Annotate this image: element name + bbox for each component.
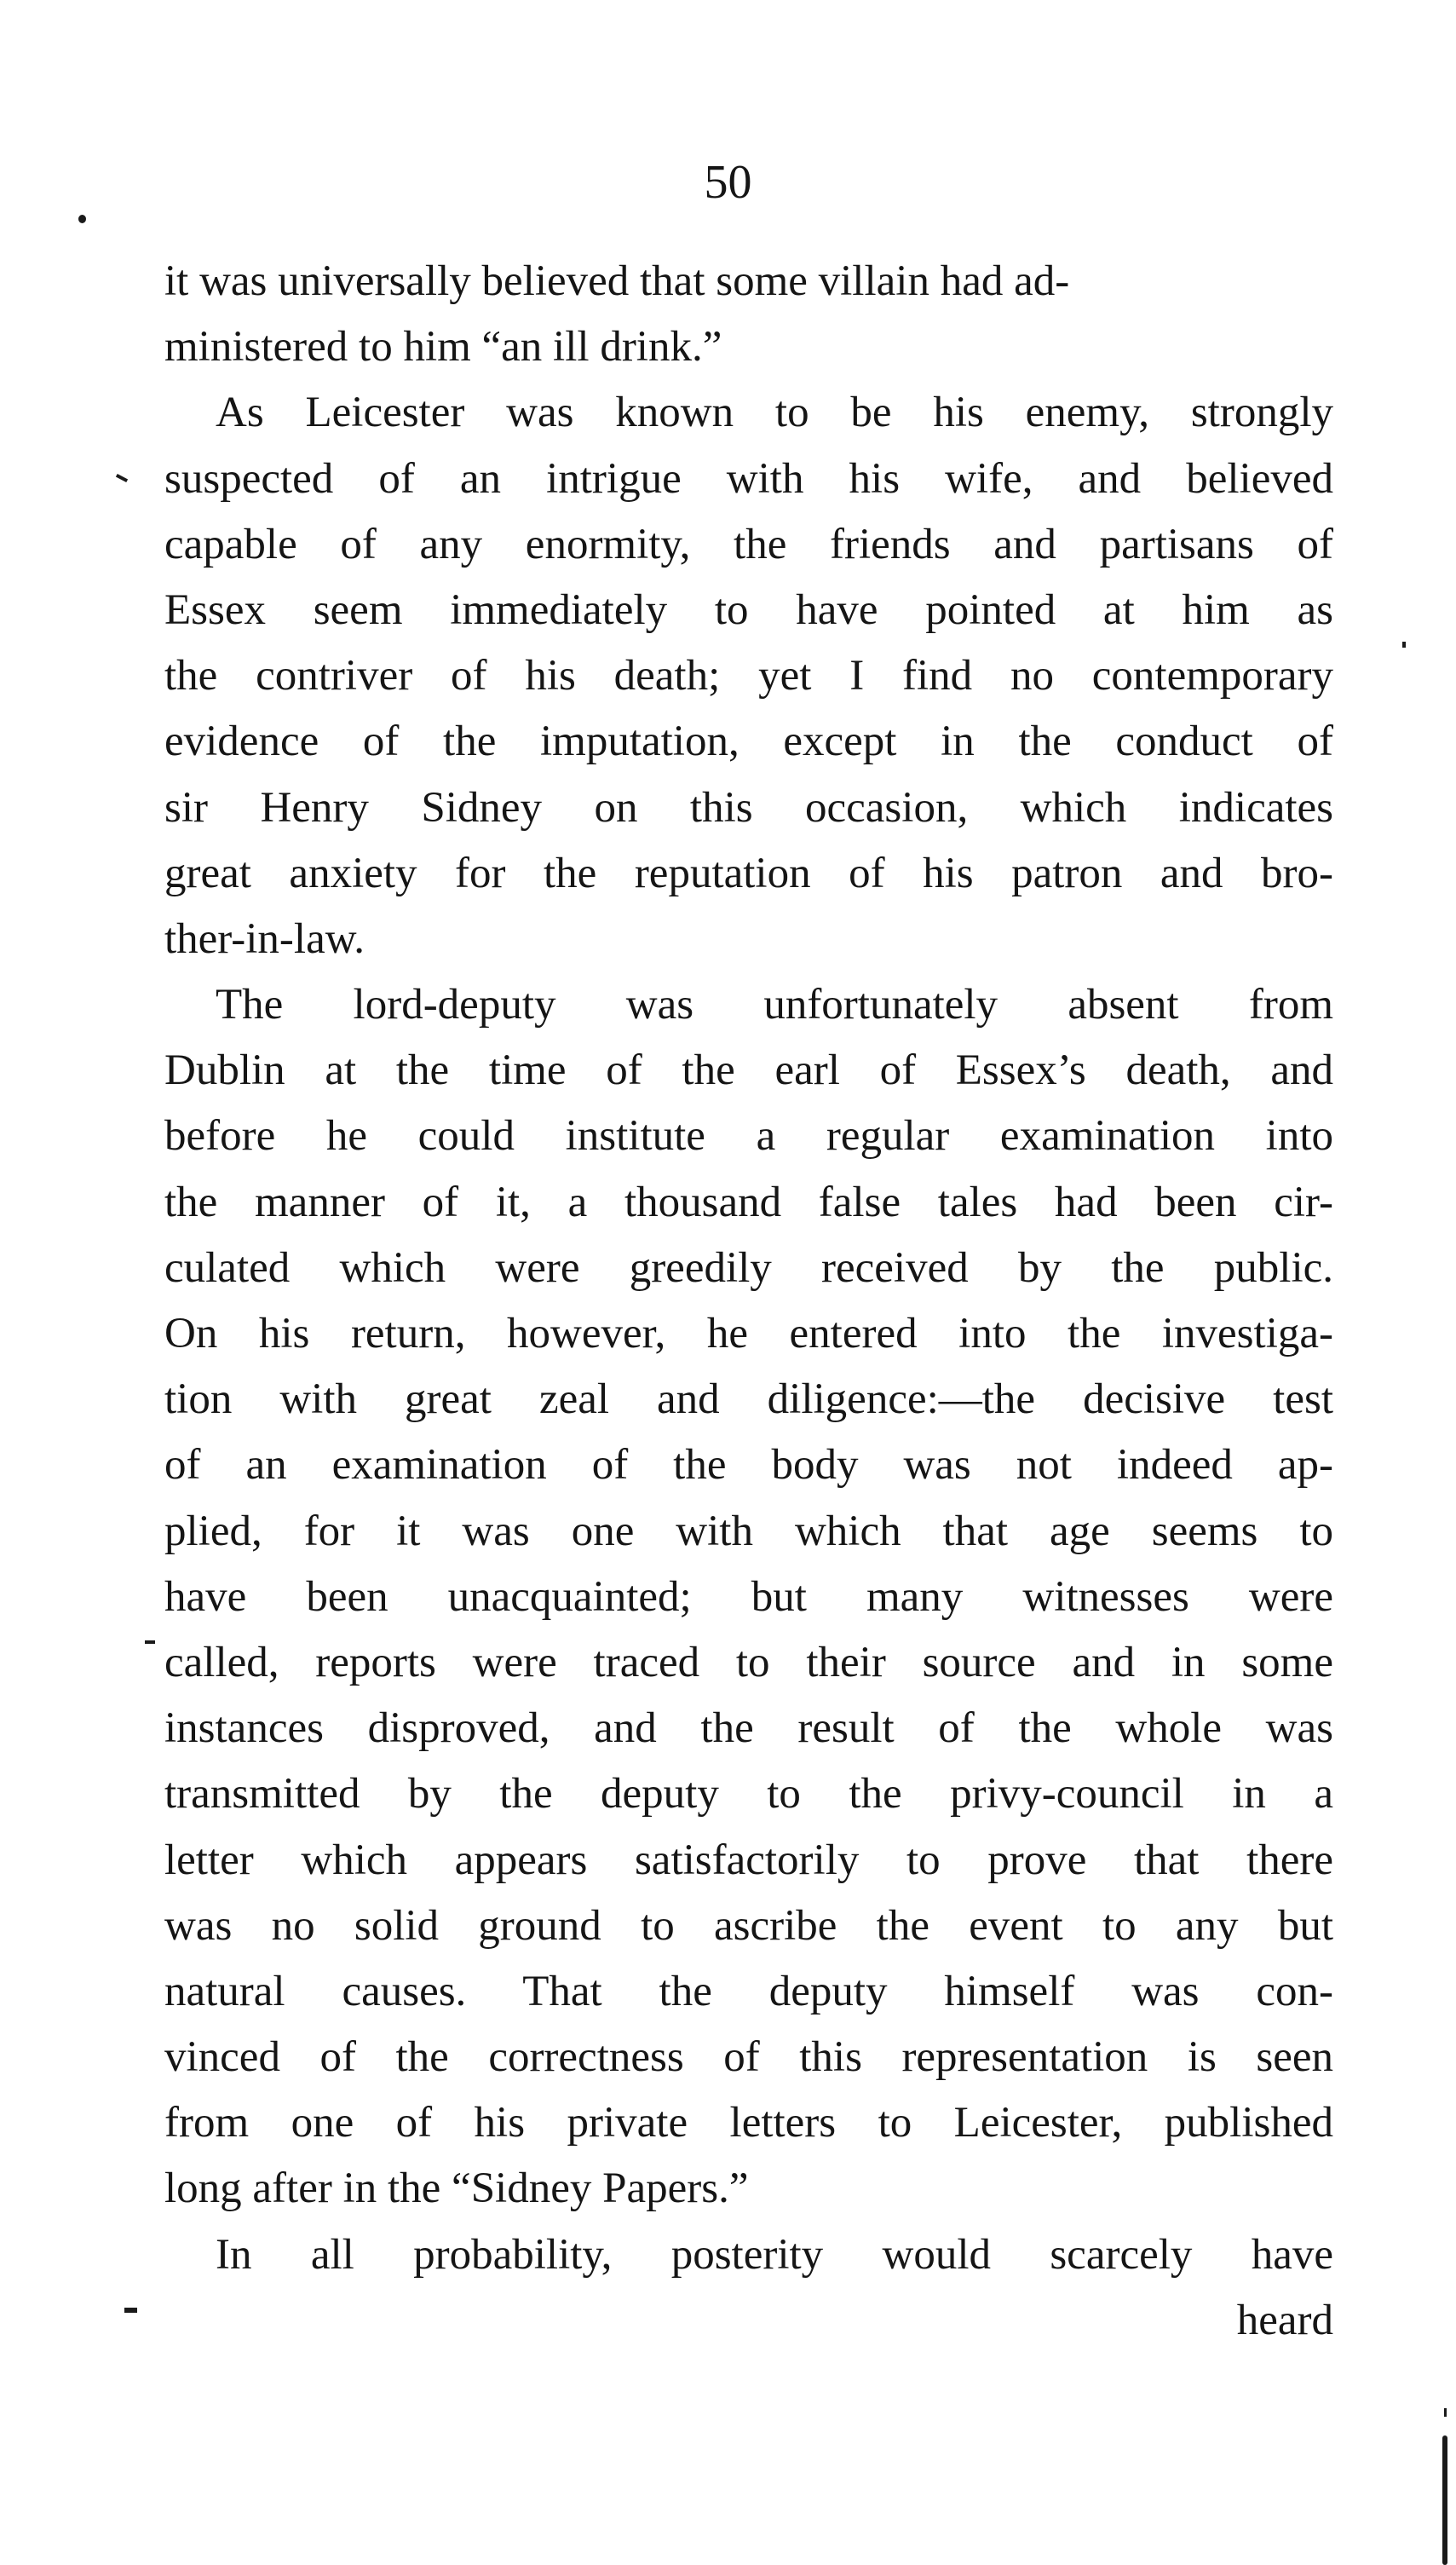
text-line: the contriver of his death; yet I find no contemporary: [164, 652, 1333, 700]
page-number: 50: [704, 156, 752, 209]
page-edge-mark: [1442, 2435, 1447, 2565]
ink-speck: [78, 215, 86, 223]
text-line: from one of his private letters to Leicester, published: [164, 2099, 1333, 2147]
text-line: ther-in-law.: [164, 914, 365, 963]
text-line: vinced of the correctness of this representation is seen: [164, 2033, 1333, 2082]
text-line: ministered to him “an ill drink.”: [164, 323, 722, 372]
text-line: Essex seem immediately to have pointed at him as: [164, 585, 1333, 634]
text-line: it was universally believed that some villain had ad-: [164, 257, 1070, 305]
margin-mark: [145, 1640, 155, 1644]
ink-speck: [1402, 642, 1406, 648]
page-edge-mark: [1444, 2408, 1447, 2417]
text-line: In all probability, posterity would scarcely have: [216, 2230, 1333, 2279]
margin-mark: [116, 474, 128, 482]
text-line: instances disproved, and the result of the whole was: [164, 1704, 1333, 1753]
text-line: have been unacquainted; but many witnesses were: [164, 1572, 1333, 1621]
text-line: called, reports were traced to their source and in some: [164, 1638, 1333, 1686]
body-text: [164, 249, 1333, 2354]
text-line: natural causes. That the deputy himself was con-: [164, 1967, 1333, 2015]
text-line: was no solid ground to ascribe the event to any but: [164, 1901, 1333, 1950]
text-line: long after in the “Sidney Papers.”: [164, 2164, 749, 2213]
text-line: of an examination of the body was not indeed ap-: [164, 1441, 1333, 1490]
text-line: great anxiety for the reputation of his patron and bro-: [164, 849, 1333, 897]
text-line: transmitted by the deputy to the privy-council in a: [164, 1770, 1333, 1819]
text-line: capable of any enormity, the friends and partisans of: [164, 520, 1333, 568]
text-line: the manner of it, a thousand false tales had been cir-: [164, 1178, 1333, 1226]
text-line: sir Henry Sidney on this occasion, which indicates: [164, 783, 1333, 832]
text-line: The lord-deputy was unfortunately absent from: [216, 981, 1333, 1029]
text-line: evidence of the imputation, except in the conduct of: [164, 718, 1333, 766]
text-line: As Leicester was known to be his enemy, strongly: [216, 389, 1333, 437]
text-line: On his return, however, he entered into the investiga-: [164, 1310, 1333, 1357]
text-line: culated which were greedily received by the public.: [164, 1243, 1333, 1292]
text-line: letter which appears satisfactorily to prove that there: [164, 1836, 1333, 1884]
margin-mark: [124, 2308, 137, 2313]
text-line: plied, for it was one with which that age seems to: [164, 1507, 1333, 1555]
text-line: tion with great zeal and diligence:—the decisive test: [164, 1375, 1333, 1424]
catchword: heard: [1236, 2296, 1333, 2344]
text-line: Dublin at the time of the earl of Essex’s death, and: [164, 1046, 1333, 1095]
text-line: suspected of an intrigue with his wife, and believed: [164, 454, 1333, 503]
text-line: before he could institute a regular examination into: [164, 1112, 1333, 1161]
